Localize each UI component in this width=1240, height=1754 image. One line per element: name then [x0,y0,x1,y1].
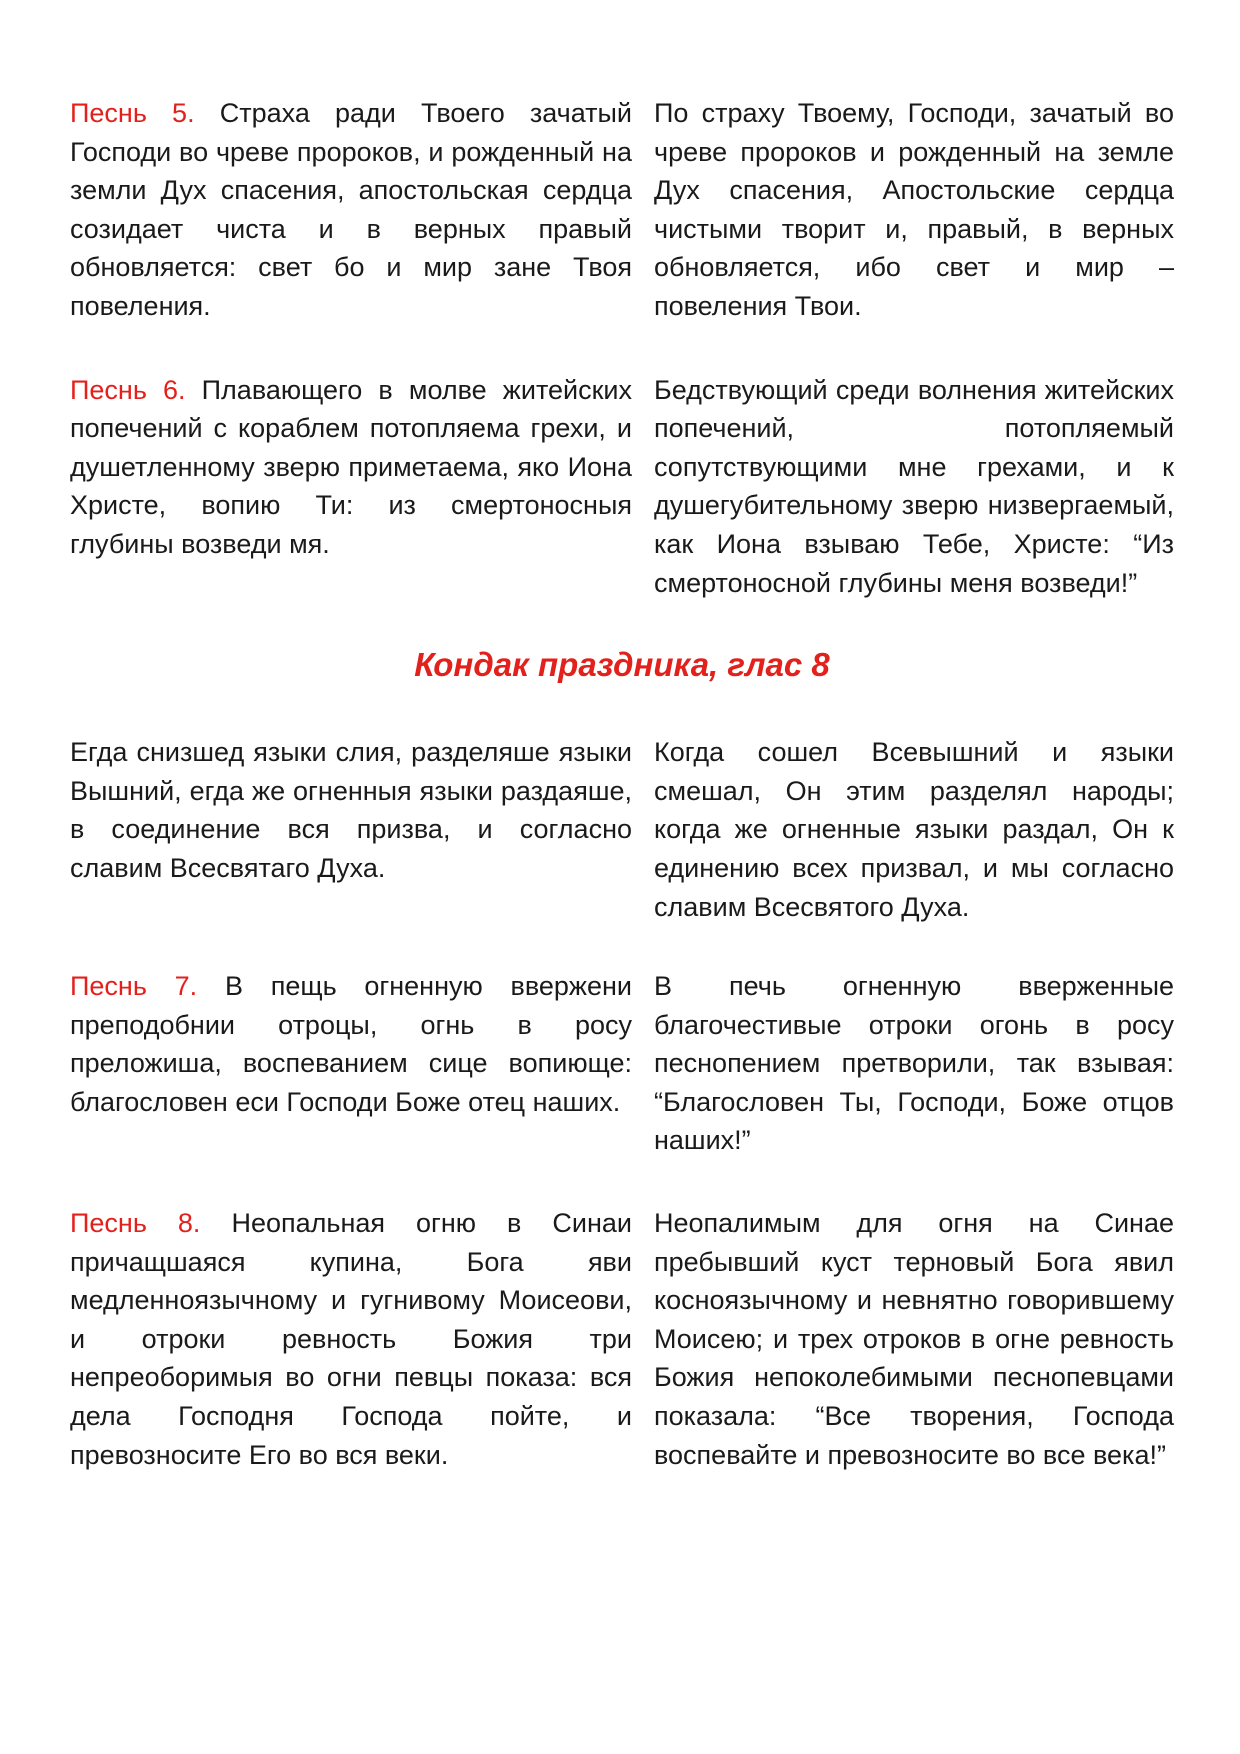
ode-7-label: Песнь 7. [70,971,198,1002]
ode-7-row [70,967,1174,1160]
ode-6-row [70,371,1174,603]
document-page [70,94,1174,1474]
ode-7-slavonic: В пещь огненную ввержени преподобнии отроцы, огнь в росу преложиша, воспеванием сице вопиюще: благословен еси Господи Боже отец наших. [70,971,632,1117]
kontakion-russian-text: Когда сошел Всевышний и языки смешал, Он этим разделял народы; когда же огненные языки раздал, Он к единению всех призвал, и мы согласно славим Всесвятого Духа. [654,737,1174,922]
ode-5-row [70,94,1174,326]
ode-8-slavonic: Неопальная огню в Синаи причащшаяся купина, Бога яви медленноязычному и гугнивому Моисеови, и отроки ревность Божия три непреоборимыя во огни певцы показа: вся дела Господня Господа пойте, и превозносите Его во вся веки. [70,1208,632,1470]
ode-6-label: Песнь 6. [70,374,186,405]
ode-5-russian-text: По страху Твоему, Господи, зачатый во чреве пророков и рожденный на земле Дух спасения, Апостольские сердца чистыми творит и, правый, в верных обновляется, ибо свет и мир – повеления Твои. [654,98,1174,321]
ode-6-slavonic-text [70,371,632,603]
kontakion-heading: Кондак праздника, глас 8 [414,646,830,684]
ode-6-slavonic: Плавающего в молве житейских попечений с кораблем потопляема грехи, и душетленному зверю приметаема, яко Иона Христе, вопию Ти: из смертоносныя глубины возведи мя. [70,374,632,559]
ode-8-slavonic-text [70,1204,632,1474]
ode-8-russian-text: Неопалимым для огня на Синае пребывший куст терновый Бога явил косноязычному и невнятно говорившему Моисею; и трех отроков в огне ревность Божия непоколебимыми песнопевцами показала: “Все творения, Господа воспевайте и превозносите во все века!” [654,1208,1174,1470]
kontakion-row [70,733,1174,926]
ode-6-russian-text: Бедствующий среди волнения житейских попечений, потопляемый сопутствующими мне грехами, и к душегубительному зверю низвергаемый, как Иона взываю Тебе, Христе: “Из смертоносной глубины меня возведи!” [654,374,1174,598]
ode-5-slavonic: Страха ради Твоего зачатый Господи во чреве пророков, и рожденный на земли Дух спасения, апостольская сердца созидает чиста и в верных правый обновляется: свет бо и мир зане Твоя повеления. [70,98,633,321]
ode-8-label: Песнь 8. [70,1208,201,1239]
ode-7-slavonic-text [70,967,632,1160]
ode-5-label: Песнь 5. [70,98,195,128]
kontakion-slavonic-text: Егда снизшед языки слия, разделяше языки Вышний, егда же огненныя языки раздаяше, в соединение вся призва, и согласно славим Всесвятаго Духа. [70,737,632,883]
ode-7-russian-text: В печь огненную вверженные благочестивые отроки огонь в росу песнопением претворили, так взывая: “Благословен Ты, Господи, Боже отцов наших!” [654,971,1174,1156]
ode-8-row [70,1204,1174,1474]
ode-5-slavonic-text [70,94,632,326]
